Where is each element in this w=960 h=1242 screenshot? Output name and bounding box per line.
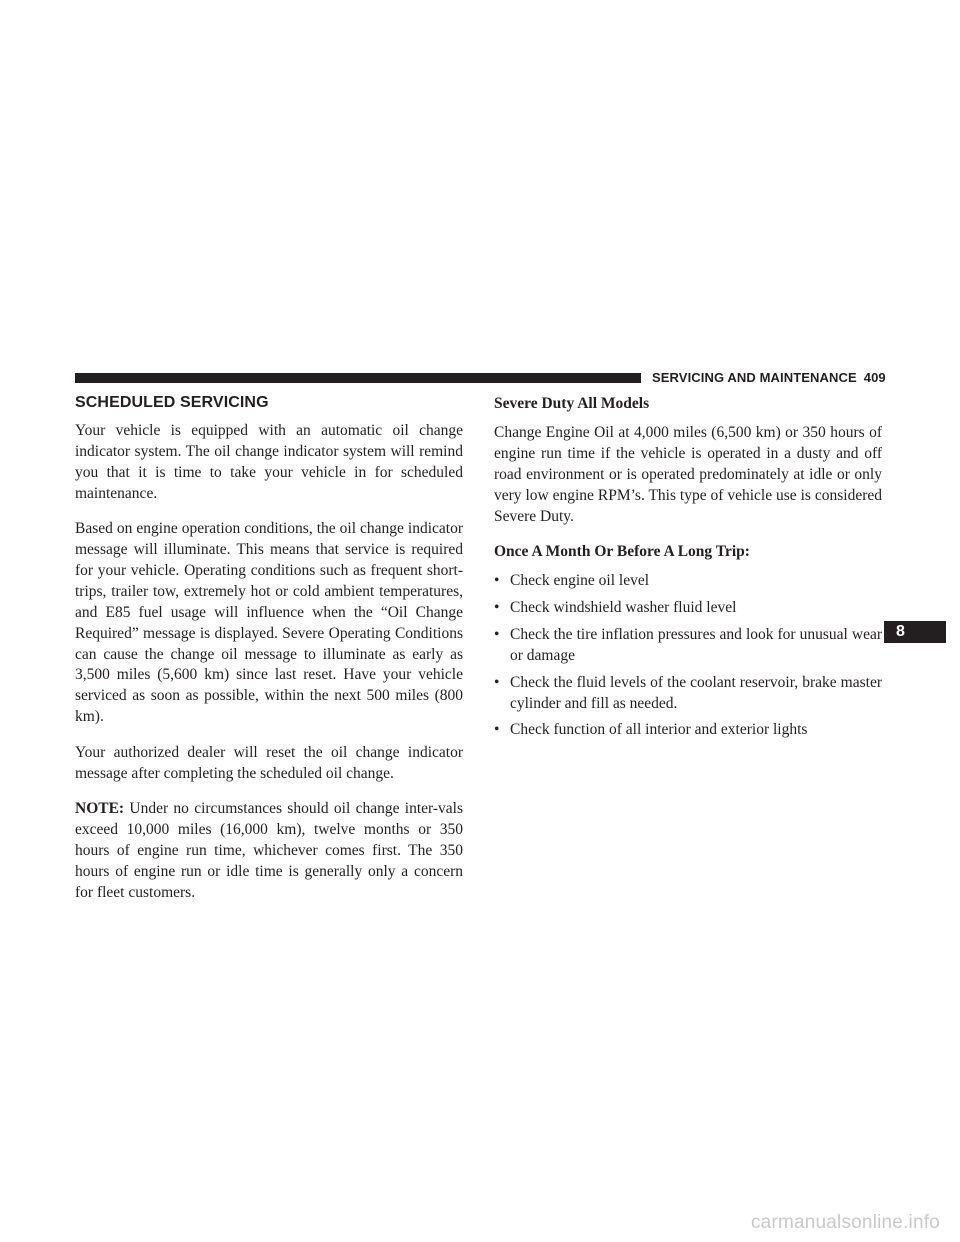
- list-item-text: Check the fluid levels of the coolant reservoir, brake master cylinder and fill as needed.: [510, 673, 882, 712]
- paragraph-operating-conditions: Based on engine operation conditions, the oil change indicator message will illuminate. This means that service is required for your vehicle. Operating conditions such as frequent short-trips, trailer tow, extremely hot or cold ambient temperatures, and E85 fuel usage will influence when the “Oil Change Required” message is displayed. Severe Operating Conditions can cause the change oil message to illuminate as early as 3,500 miles (5,600 km) since last reset. Have your vehicle serviced as soon as possible, within the next 500 miles (800 km).: [75, 520, 463, 726]
- paragraph-dealer-reset: Your authorized dealer will reset the oil change indicator message after completing the scheduled oil change.: [75, 743, 463, 782]
- running-header: [652, 370, 886, 385]
- chapter-tab: 8: [884, 621, 946, 643]
- header-rule: [75, 373, 641, 383]
- checklist-heading: Once A Month Or Before A Long Trip:: [494, 543, 750, 561]
- bullet-icon: •: [494, 572, 500, 590]
- right-column: [494, 393, 882, 747]
- watermark: carmanualsonline.info: [750, 1212, 940, 1233]
- bullet-icon: •: [494, 598, 500, 616]
- bullet-icon: •: [494, 673, 500, 691]
- severe-duty-paragraph: Change Engine Oil at 4,000 miles (6,500 km) or 350 hours of engine run time if the vehicle is operated in a dusty and off road environment or is operated predominately at idle or only very low engine RPM’s. This type of vehicle use is considered Severe Duty.: [494, 424, 882, 525]
- bullet-icon: •: [494, 721, 500, 739]
- list-item: [494, 720, 882, 741]
- list-item-text: Check the tire inflation pressures and look for unusual wear or damage: [510, 625, 882, 664]
- note-paragraph: [75, 799, 463, 904]
- bullet-icon: •: [494, 625, 500, 643]
- list-item-text: Check function of all interior and exterior lights: [510, 721, 808, 739]
- left-column: [75, 393, 463, 918]
- list-item: [494, 598, 882, 619]
- checklist: [494, 571, 882, 741]
- section-title: SERVICING AND MAINTENANCE: [652, 370, 857, 385]
- list-item-text: Check engine oil level: [510, 572, 650, 590]
- list-item: [494, 673, 882, 715]
- list-item: [494, 571, 882, 592]
- list-item: [494, 625, 882, 667]
- severe-duty-heading: Severe Duty All Models: [494, 395, 650, 412]
- section-heading: SCHEDULED SERVICING: [75, 394, 269, 411]
- note-text: Under no circumstances should oil change inter-vals exceed 10,000 miles (16,000 km), twelve months or 350 hours of engine run time, whichever comes first. The 350 hours of engine run or idle time is generally only a concern for fleet customers.: [75, 800, 463, 901]
- page-number: 409: [863, 370, 886, 385]
- note-label: NOTE:: [75, 800, 125, 817]
- list-item-text: Check windshield washer fluid level: [510, 598, 737, 616]
- paragraph-oil-indicator: Your vehicle is equipped with an automatic oil change indicator system. The oil change indicator system will remind you that it is time to take your vehicle in for scheduled maintenance.: [75, 422, 463, 502]
